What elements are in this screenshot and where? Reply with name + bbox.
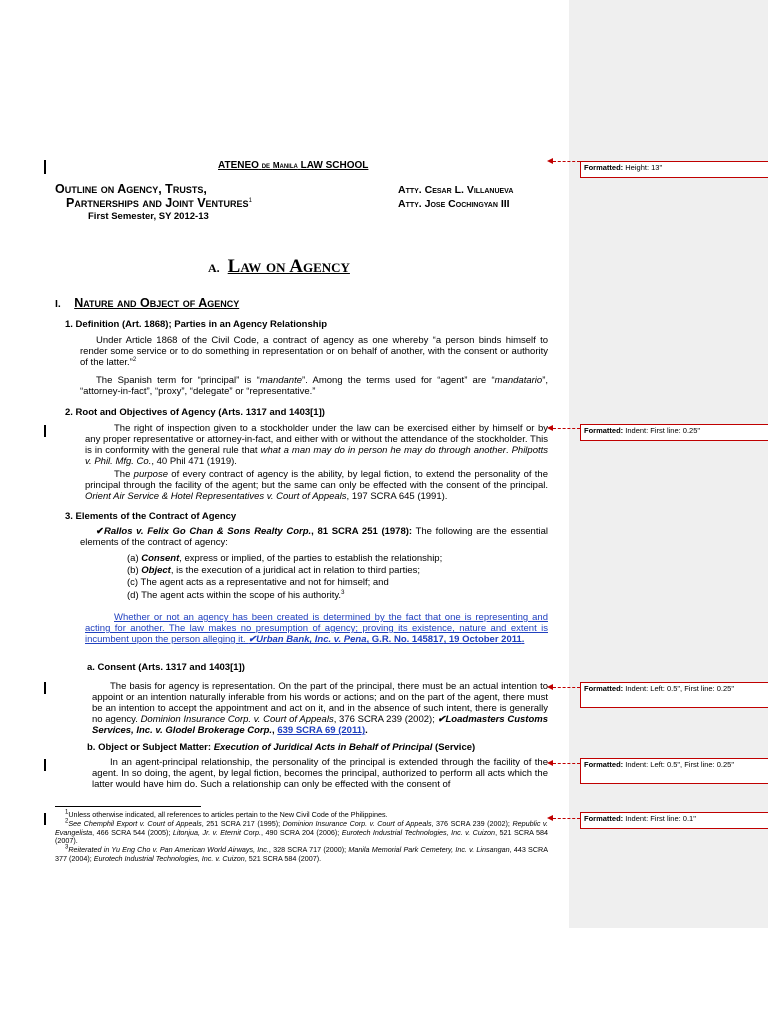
page-bottom-margin [0,928,768,1024]
change-bar [44,682,46,694]
blue-inserted-paragraph: Whether or not an agency has been created is determined by the fact that one is representing and acting for another. The law makes no presumption of agency; proving its existence, nature and extent is incumbent upon the person alleging it. ✔Urban Bank, Inc. v. Pena, G.R. No. 145817, 19 October 2011. [85,612,548,645]
change-bar [44,813,46,825]
comment-sidebar [569,0,768,928]
element-item-d: (d) The agent acts within the scope of his authority.$^3$ [127,589,345,601]
comment-balloon[interactable]: Formatted: Height: 13" [580,161,768,178]
sub-heading-a: a. Consent (Arts. 1317 and 1403[1]) [87,662,245,673]
element-item-c: (c) The agent acts as a representative and not for himself; and [127,577,389,588]
paragraph: The basis for agency is representation. On the part of the principal, there must be an actual intention to appoint or an intention naturally inferable from his words or actions; and on the part of the agent, there must be an intention to accept the appointment and act on it, and in the absence of such intent, there is generally no agency. Dominion Insurance Corp. v. Court of Appeals, 376 SCRA 239 (2002); ✔Loadmasters Customs Services, Inc. v. Glodel Brokerage Corp., 639 SCRA 69 (2011). [92,681,548,736]
section-heading: I. Nature and Object of Agency [55,296,240,310]
paragraph: The purpose of every contract of agency is the ability, by legal fiction, to extend the personality of the principal through the facility of the agent; but the same can only be effected with the consent of the principal. Orient Air Service & Hotel Representatives v. Court of Appeals, 197 SCRA 645 (1991). [85,469,548,502]
sub-heading-1: 1. Definition (Art. 1868); Parties in an Agency Relationship [65,319,328,330]
element-item-b: (b) Object, is the execution of a juridical act in relation to third parties; [127,565,421,576]
footnote-separator [55,806,201,807]
comment-balloon[interactable]: Formatted: Indent: First line: 0.25" [580,424,768,441]
comment-connector [553,818,580,819]
outline-title-line1: Outline on Agency, Trusts, [55,182,207,196]
main-title: A. Law on Agency [208,256,350,277]
outline-title-line2: Partnerships and Joint Ventures$^1$ [66,196,252,210]
element-item-a: (a) Consent, express or implied, of the parties to establish the relationship; [127,553,443,564]
change-bar [44,160,46,174]
paragraph: The Spanish term for “principal” is “mandante”. Among the terms used for “agent” are “mandatario”, “attorney-in-fact”, “proxy”, “delegate” or “representative.” [80,375,549,397]
comment-connector [553,161,580,162]
footnote-1: $^1$Unless otherwise indicated, all references to articles pertain to the New Civil Code of the Philippines. [65,809,388,819]
comment-connector [553,428,580,429]
change-bar [44,759,46,771]
footnote-3: $^3$Reiterated in Yu Eng Cho v. Pan American World Airways, Inc., 328 SCRA 717 (2000); Manila Memorial Park Cemetery, Inc. v. Linsangan, 443 SCRA 377 (2004); Eurotech Industrial Technologies, Inc. v. Cuizon, 521 SCRA 584 (2007). [55,844,549,863]
author-2: Atty. Jose Cochingyan III [398,198,510,210]
change-bar [44,425,46,437]
sub-heading-b: b. Object or Subject Matter: Execution of Juridical Acts in Behalf of Principal (Service) [87,742,476,753]
paragraph: The right of inspection given to a stockholder under the law can be exercised either by himself or by any proper representative or attorney-in-fact, and either with or without the attendance of the stockholder. This is in conformity with the general rule that what a man may do in person he may do through another. Philpotts v. Phil. Mfg. Co., 40 Phil 471 (1919). [85,423,549,467]
sub-heading-3: 3. Elements of the Contract of Agency [65,511,237,522]
author-1: Atty. Cesar L. Villanueva [398,184,514,196]
paragraph: Under Article 1868 of the Civil Code, a contract of agency as one whereby “a person binds himself to render some service or to do something in representation or on behalf of another, with the consent or authority of the latter.”$^2$ [80,335,548,368]
citation-link[interactable]: 639 SCRA 69 (2011) [277,725,366,736]
comment-balloon[interactable]: Formatted: Indent: Left: 0.5", First line: 0.25" [580,758,768,784]
paragraph: In an agent-principal relationship, the personality of the principal is extended through the facility of the agent. In so doing, the agent, by legal fiction, becomes the principal, authorized to perform all acts which the latter would have him do. Such a relationship can only be effected with the consent of [92,757,548,790]
comment-connector [553,687,580,688]
paragraph: ✔Rallos v. Felix Go Chan & Sons Realty Corp., 81 SCRA 251 (1978): The following are the essential elements of the contract of agency: [80,526,548,548]
footnote-2: $^2$See Chemphil Export v. Court of Appeals, 251 SCRA 217 (1995); Dominion Insurance Corp. v. Court of Appeals, 376 SCRA 239 (2002); Republic v. Evangelista, 466 SCRA 544 (2005); Litonjua, Jr. v. Eternit Corp., 490 SCRA 204 (2006); Eurotech Industrial Technologies, Inc. v. Cuizon, 521 SCRA 584 (2007). [55,818,549,846]
comment-balloon[interactable]: Formatted: Indent: First line: 0.1" [580,812,768,829]
semester: First Semester, SY 2012-13 [88,211,209,222]
comment-connector [553,763,580,764]
sub-heading-2: 2. Root and Objectives of Agency (Arts. 1317 and 1403[1]) [65,407,325,418]
comment-balloon[interactable]: Formatted: Indent: Left: 0.5", First line: 0.25" [580,682,768,708]
school-name: ATENEO de Manila LAW SCHOOL [218,160,369,171]
